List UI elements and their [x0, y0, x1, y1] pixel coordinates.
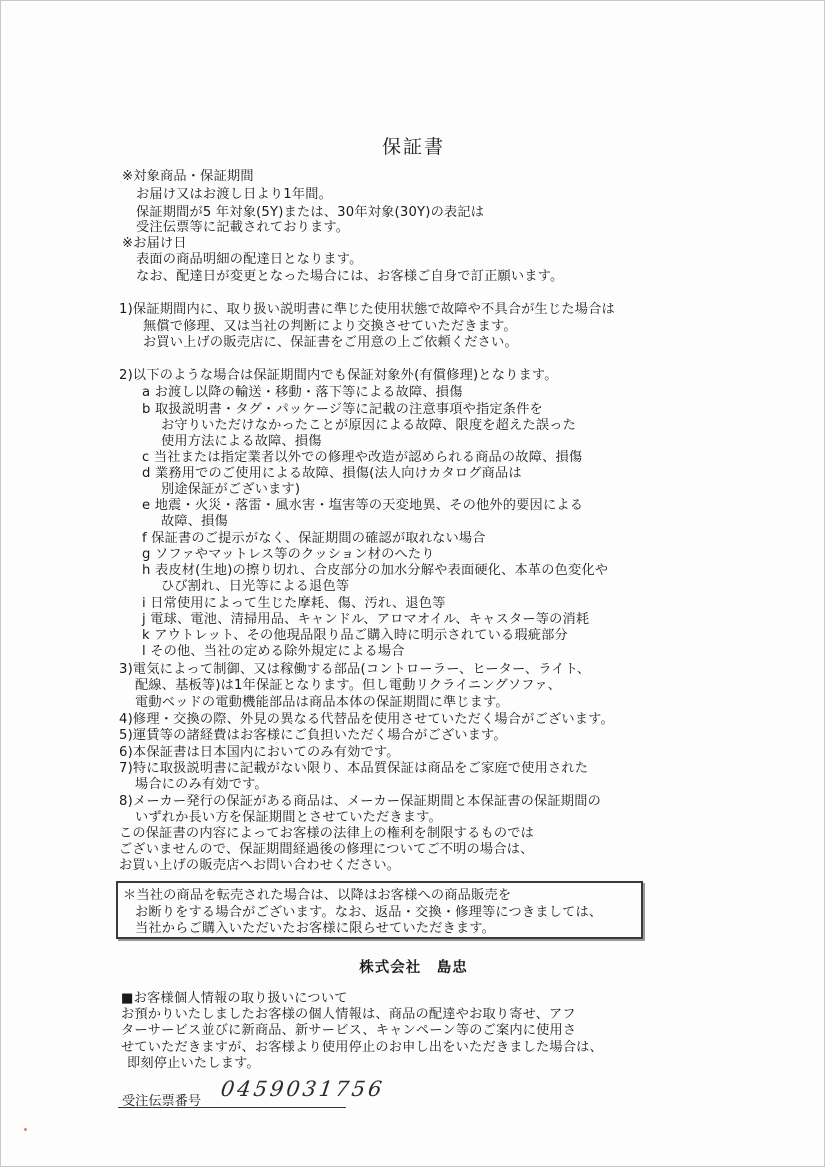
clause-line: 1)保証期間内に、取り扱い説明書に準じた使用状態で故障や不具合が生じた場合は	[119, 302, 615, 317]
intro-line: お届け又はお渡し日より1年間。	[136, 187, 333, 202]
exclusion-item: f 保証書のご提示がなく、保証期間の確認が取れない場合	[142, 531, 486, 546]
scan-speck	[24, 1128, 27, 1131]
privacy-line: ターサービス並びに新商品、新サービス、キャンペーン等のご案内に使用さ	[121, 1023, 577, 1038]
exclusion-item: a お渡し以降の輸送・移動・落下等による故障、損傷	[142, 385, 463, 400]
clause-line: 4)修理・交換の際、外見の異なる代替品を使用させていただく場合がございます。	[119, 712, 614, 727]
exclusion-item: j 電球、電池、清掃用品、キャンドル、アロマオイル、キャスター等の消耗	[142, 612, 590, 627]
clause-line: 3)電気によって制御、又は稼働する部品(コントローラー、ヒーター、ライト、	[119, 662, 591, 677]
document-title: 保証書	[381, 136, 445, 158]
exclusion-item: l その他、当社の定める除外規定による場合	[142, 644, 405, 659]
exclusion-item: k アウトレット、その他現品限り品ご購入時に明示されている瑕疵部分	[142, 628, 568, 643]
exclusion-item: ひび割れ、日光等による退色等	[161, 579, 350, 594]
clause-line: 6)本保証書は日本国内においてのみ有効です。	[119, 745, 400, 760]
exclusion-item: h 表皮材(生地)の擦り切れ、合皮部分の加水分解や表面硬化、本革の色変化や	[142, 563, 609, 578]
clause-line: 2)以下のような場合は保証期間内でも保証対象外(有償修理)となります。	[119, 368, 558, 383]
privacy-heading: ■お客様個人情報の取り扱いについて	[121, 991, 348, 1006]
clause-line: 5)運賃等の諸経費はお客様にご負担いただく場合がございます。	[119, 728, 507, 743]
clause-line: お買い上げの販売店へお問い合わせください。	[119, 858, 401, 873]
notice-line: ＊当社の商品を転売された場合は、以降はお客様への商品販売を	[123, 888, 512, 903]
intro-line: 表面の商品明細の配達日となります。	[136, 252, 363, 267]
exclusion-item: e 地震・火災・落雷・風水害・塩害等の天変地異、その他外的要因による	[142, 498, 584, 513]
intro-line: 保証期間が5 年対象(5Y)または、30年対象(30Y)の表記は	[136, 205, 485, 220]
exclusion-item: i 日常使用によって生じた摩耗、傷、汚れ、退色等	[142, 596, 446, 611]
privacy-line: お預かりいたしましたお客様の個人情報は、商品の配達やお取り寄せ、アフ	[121, 1007, 576, 1022]
clause-line: 無償で修理、又は当社の判断により交換させていただきます。	[143, 319, 517, 334]
clause-line: 配線、基板等)は1年保証となります。但し電動リクライニングソファ、	[135, 678, 562, 693]
exclusion-item: 使用方法による故障、損傷	[161, 434, 322, 449]
clause-line: お買い上げの販売店に、保証書をご用意の上ご依頼ください。	[143, 335, 518, 350]
exclusion-item: お守りいただけなかったことが原因による故障、限度を超えた誤った	[161, 418, 577, 433]
company-name: 株式会社 島忠	[359, 960, 468, 976]
privacy-line: 即刻停止いたします。	[127, 1056, 260, 1071]
exclusion-item: g ソファやマットレス等のクッション材のへたり	[142, 547, 435, 562]
exclusion-item: 別途保証がございます)	[161, 482, 301, 497]
intro-line: 受注伝票等に記載されております。	[136, 220, 350, 235]
clause-line: 場合にのみ有効です。	[135, 777, 268, 792]
notice-line: 当社からご購入いただいたお客様に限らせていただきます。	[135, 921, 496, 936]
order-number-underline	[118, 1107, 346, 1108]
clause-line: 8)メーカー発行の保証がある商品は、メーカー保証期間と本保証書の保証期間の	[119, 794, 601, 809]
order-number-handwritten: 0459031756	[219, 1077, 387, 1101]
exclusion-item: 故障、損傷	[161, 514, 228, 529]
clause-line: 電動ベッドの電動機能部品は商品本体の保証期間に準じます。	[135, 695, 509, 710]
clause-line: 7)特に取扱説明書に記載がない限り、本品質保証は商品をご家庭で使用された	[119, 761, 589, 776]
clause-line: いずれか長い方を保証期間とさせていただきます。	[135, 810, 442, 825]
intro-line: ※対象商品・保証期間	[122, 169, 254, 184]
intro-line: なお、配達日が変更となった場合には、お客様ご自身で訂正願います。	[136, 269, 564, 284]
notice-line: お断りをする場合がございます。なお、返品・交換・修理等につきましては、	[135, 905, 603, 920]
exclusion-item: d 業務用でのご使用による故障、損傷(法人向けカタログ商品は	[142, 466, 522, 481]
privacy-line: せていただきますが、お客様より使用停止のお申し出をいただきました場合は、	[121, 1040, 603, 1055]
exclusion-item: c 当社または指定業者以外での修理や改造が認められる商品の故障、損傷	[142, 450, 583, 465]
clause-line: ございませんので、保証期間経過後の修理についてご不明の場合は、	[119, 842, 534, 857]
exclusion-item: b 取扱説明書・タグ・パッケージ等に記載の注意事項や指定条件を	[142, 402, 543, 417]
order-number-label: 受注伝票番号	[122, 1094, 202, 1109]
clause-line: この保証書の内容によってお客様の法律上の権利を制限するものでは	[119, 826, 535, 841]
intro-line: ※お届け日	[122, 236, 187, 251]
